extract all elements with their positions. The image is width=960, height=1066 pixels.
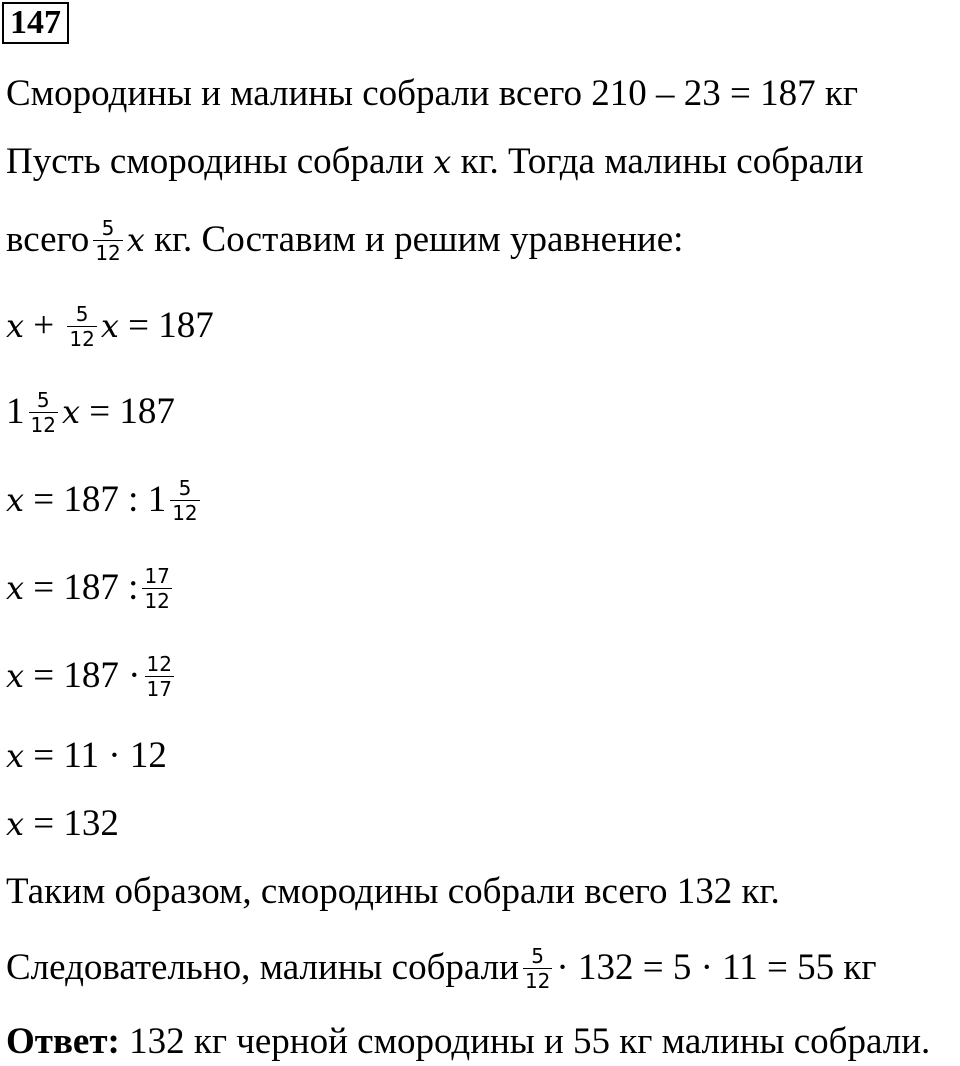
fraction-numerator: 12 <box>146 652 172 677</box>
equation-rest: = 11 · 12 <box>24 735 167 776</box>
equation-4 <box>6 564 176 614</box>
equation-rest: = 187 <box>118 305 214 346</box>
text-line-let-x <box>6 140 864 184</box>
fraction-denominator: 12 <box>69 327 95 352</box>
variable-x: x <box>6 805 25 843</box>
text-line-raspberry-before: всего <box>6 219 90 260</box>
equation-1 <box>6 302 214 352</box>
variable-x: x <box>100 307 119 345</box>
equation-3 <box>6 476 204 526</box>
plus-sign: + <box>24 305 64 346</box>
answer-line <box>6 1020 930 1064</box>
fraction <box>523 945 552 992</box>
text-line-let-x-after: кг. Тогда малины собрали <box>451 141 864 182</box>
fraction <box>93 217 122 264</box>
conclusion-raspberry-after: · 132 = 5 · 11 = 55 кг <box>556 947 877 988</box>
equation-6 <box>6 734 167 778</box>
fraction-denominator: 12 <box>95 241 121 266</box>
variable-x: x <box>6 569 25 607</box>
fraction-numerator: 5 <box>67 303 96 327</box>
fraction-numerator: 5 <box>170 477 199 501</box>
conclusion-raspberry <box>6 944 877 994</box>
conclusion-currant: Таким образом, смородины собрали всего 132 кг. <box>6 871 780 912</box>
fraction-numerator: 5 <box>93 217 122 241</box>
answer-label: Ответ: <box>6 1021 120 1062</box>
fraction <box>67 303 96 350</box>
fraction-numerator: 5 <box>29 389 58 413</box>
fraction-denominator: 12 <box>30 413 56 438</box>
variable-x: x <box>126 221 145 259</box>
equation-rest: = 187 <box>80 391 175 432</box>
fraction <box>29 389 58 436</box>
text-line-raspberry <box>6 216 684 266</box>
problem-number: 147 <box>2 2 69 44</box>
equation-7 <box>6 802 119 846</box>
text-line-total: Смородины и малины собрали всего 210 – 23 = 187 кг <box>6 73 859 114</box>
mixed-whole: 1 <box>6 391 25 432</box>
fraction-denominator: 17 <box>146 677 172 702</box>
variable-x: x <box>61 393 80 431</box>
equation-rest: = 187 · <box>24 655 141 696</box>
equation-rest: = 132 <box>24 803 119 844</box>
text-line-let-x-before: Пусть смородины собрали <box>6 141 434 182</box>
variable-x: x <box>6 737 25 775</box>
equation-rest: = 187 : 1 <box>24 479 167 520</box>
fraction-denominator: 12 <box>524 969 551 994</box>
variable-x: x <box>6 481 25 519</box>
variable-x: x <box>433 143 452 181</box>
fraction <box>145 653 174 700</box>
variable-x: x <box>6 307 25 345</box>
variable-x: x <box>6 657 25 695</box>
text-line-raspberry-after: кг. Составим и решим уравнение: <box>144 219 684 260</box>
equation-5 <box>6 652 178 702</box>
equation-2 <box>6 388 175 438</box>
equation-rest: = 187 : <box>24 567 139 608</box>
answer-text: 132 кг черной смородины и 55 кг малины собрали. <box>119 1021 931 1062</box>
fraction-denominator: 12 <box>172 501 198 526</box>
conclusion-raspberry-before: Следовательно, малины собрали <box>6 947 519 988</box>
fraction <box>170 477 199 524</box>
fraction-numerator: 5 <box>523 945 552 969</box>
fraction-numerator: 17 <box>144 564 170 589</box>
fraction <box>142 565 171 612</box>
fraction-denominator: 12 <box>144 589 170 614</box>
